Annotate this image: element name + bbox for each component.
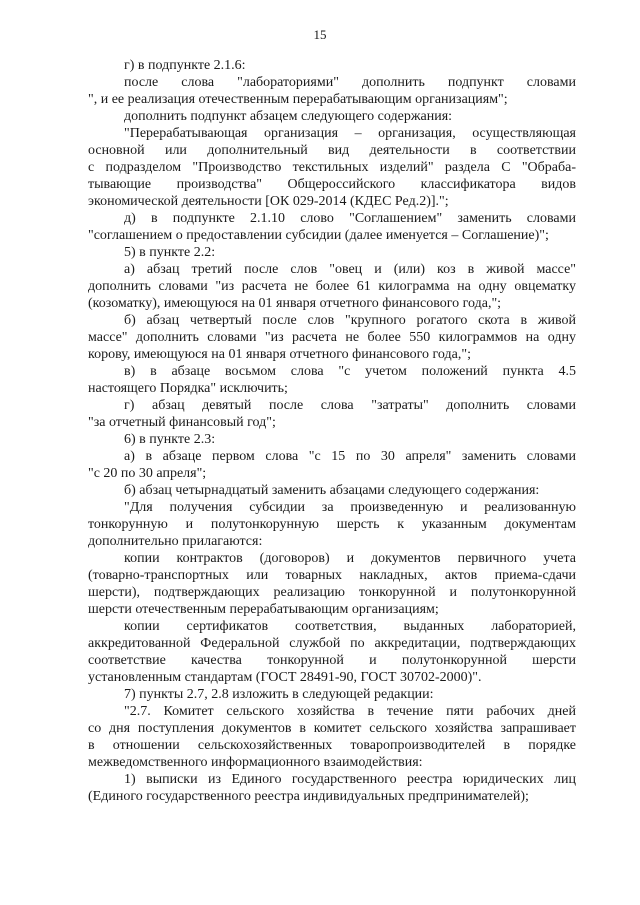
page-number: 15 [313, 27, 327, 42]
text-line: установленным стандартам (ГОСТ 28491-90, ГОСТ 30702-2000)". [88, 670, 482, 685]
text-line: копии сертификатов соответствия, выданных лабораторией, [124, 619, 576, 634]
text-line: ", и ее реализация отечественным перерабатывающим организациям"; [88, 92, 508, 107]
text-line: 1) выписки из Единого государственного реестра юридических лиц [124, 772, 576, 787]
text-line: корову, имеющуюся на 01 января отчетного финансового года,"; [88, 347, 471, 362]
text-line: 5) в пункте 2.2: [124, 245, 216, 260]
text-line: основной или дополнительный вид деятельности в соответствии [88, 143, 576, 158]
text-line: г) абзац девятый после слова "затраты" дополнить словами [124, 398, 576, 413]
text-line: копии контрактов (договоров) и документов первичного учета [124, 551, 576, 566]
text-line: "Перерабатывающая организация – организация, осуществляющая [124, 126, 576, 141]
text-line: а) абзац третий после слов "овец и (или) коз в живой массе" [124, 262, 576, 277]
text-line: соответствие качества тонкорунной и полутонкорунной шерсти [88, 653, 576, 668]
paragraph [88, 618, 576, 686]
text-line: массе" дополнить словами "из расчета не более 550 килограммов на одну [88, 330, 576, 345]
text-line: аккредитованной Федеральной службой по аккредитации, подтверждающих [88, 636, 576, 651]
text-line: шерсти), подтверждающих реализацию тонкорунной и полутонкорунной [88, 585, 576, 600]
paragraph [88, 397, 576, 431]
text-line: в отношении сельскохозяйственных товаропроизводителей в порядке [88, 738, 576, 753]
text-line: дополнительно прилагаются: [88, 534, 263, 549]
text-line: д) в подпункте 2.1.10 слово "Соглашением" заменить словами [124, 211, 576, 226]
paragraph [88, 244, 576, 261]
text-line: настоящего Порядка" исключить; [88, 381, 288, 396]
text-line: (Единого государственного реестра индивидуальных предпринимателей); [88, 789, 529, 804]
text-line: шерсти отечественным перерабатывающим организациям; [88, 602, 439, 617]
paragraph [88, 125, 576, 210]
text-line: дополнить подпункт абзацем следующего содержания: [124, 109, 453, 124]
text-line: со дня поступления документов в комитет сельского хозяйства запрашивает [88, 721, 576, 736]
paragraph [88, 431, 576, 448]
text-line: тонкорунную и полутонкорунную шерсть к указанным документам [88, 517, 576, 532]
text-line: б) абзац четвертый после слов "крупного рогатого скота в живой [124, 313, 576, 328]
paragraph [88, 363, 576, 397]
text-line: с подразделом "Производство текстильных изделий" раздела С "Обраба- [88, 160, 576, 175]
text-line: 6) в пункте 2.3: [124, 432, 216, 447]
paragraph [88, 261, 576, 312]
text-line: "2.7. Комитет сельского хозяйства в течение пяти рабочих дней [124, 704, 576, 719]
paragraph [88, 108, 576, 125]
text-line: тывающие производства" Общероссийского классификатора видов [88, 177, 576, 192]
paragraph [88, 74, 576, 108]
text-line: "за отчетный финансовый год"; [88, 415, 276, 430]
paragraph [88, 686, 576, 703]
paragraph [88, 448, 576, 482]
paragraph [88, 499, 576, 550]
text-line: а) в абзаце первом слова "с 15 по 30 апреля" заменить словами [124, 449, 576, 464]
text-line: (козоматку), имеющуюся на 01 января отчетного финансового года,"; [88, 296, 502, 311]
text-line: б) абзац четырнадцатый заменить абзацами следующего содержания: [124, 483, 540, 498]
paragraph [88, 57, 576, 74]
paragraph [88, 771, 576, 805]
paragraph [88, 550, 576, 618]
text-line: (товарно-транспортных или товарных накладных, актов приема-сдачи [88, 568, 576, 583]
text-line: дополнить словами "из расчета не более 61 килограмма на одну овцематку [88, 279, 576, 294]
document-body [88, 57, 576, 805]
paragraph [88, 703, 576, 771]
text-line: экономической деятельности [ОК 029-2014 (КДЕС Ред.2)]."; [88, 194, 449, 209]
text-line: 7) пункты 2.7, 2.8 изложить в следующей редакции: [124, 687, 434, 702]
text-line: "Для получения субсидии за произведенную и реализованную [124, 500, 576, 515]
paragraph [88, 482, 576, 499]
text-line: г) в подпункте 2.1.6: [124, 58, 246, 73]
paragraph [88, 210, 576, 244]
text-line: "соглашением о предоставлении субсидии (далее именуется – Соглашение)"; [88, 228, 549, 243]
text-line: межведомственного информационного взаимодействия: [88, 755, 423, 770]
text-line: в) в абзаце восьмом слова "с учетом положений пункта 4.5 [124, 364, 576, 379]
paragraph [88, 312, 576, 363]
text-line: "с 20 по 30 апреля"; [88, 466, 207, 481]
text-line: после слова "лабораториями" дополнить подпункт словами [124, 75, 576, 90]
